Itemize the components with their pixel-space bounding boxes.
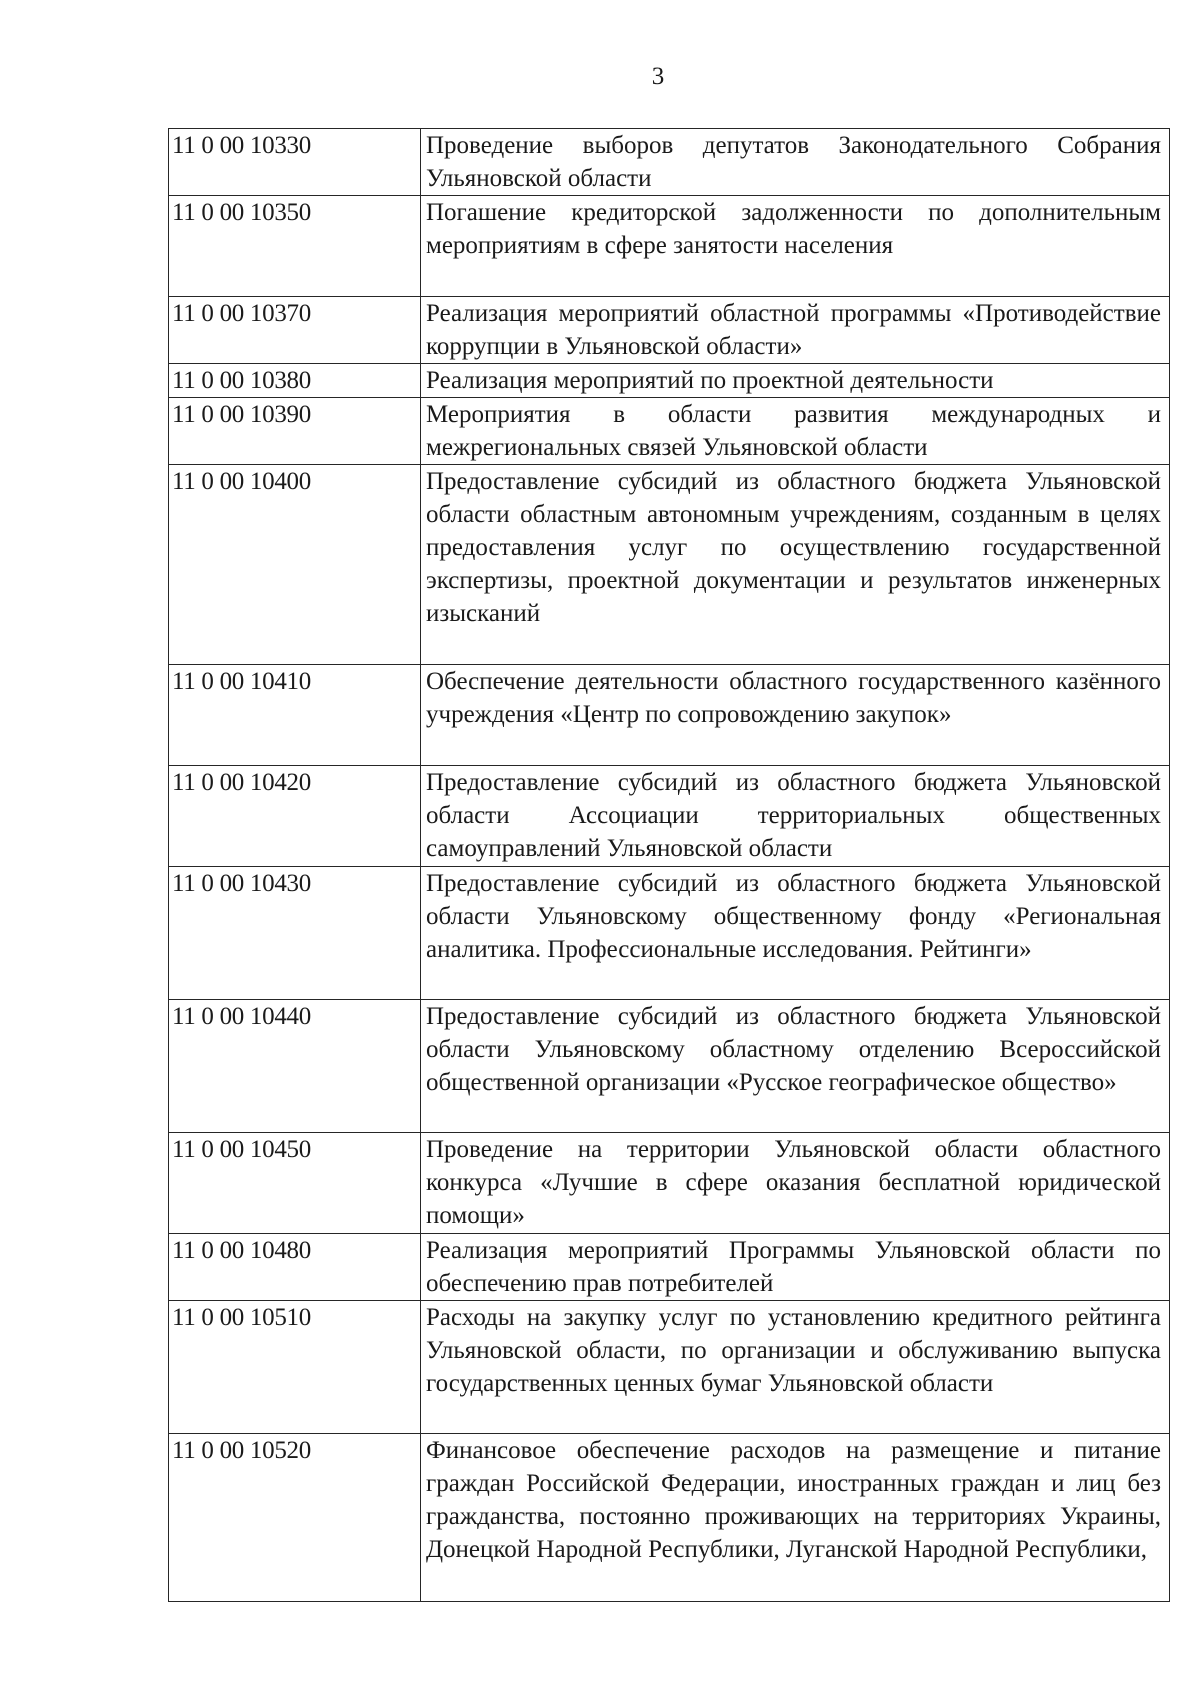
table-row xyxy=(169,465,1170,665)
row-description: Финансовое обеспечение расходов на размещение и питание граждан Российской Федерации, иностранных граждан и лиц без гражданства, постоянно проживающих на территориях Украины, Донецкой Народной Республики, Луганской Народной Республики, xyxy=(421,1434,1170,1602)
row-description: Предоставление субсидий из областного бюджета Ульяновской области Ульяновскому общественному фонду «Региональная аналитика. Профессиональные исследования. Рейтинги» xyxy=(421,867,1170,1000)
row-description: Реализация мероприятий областной программы «Противодействие коррупции в Ульяновской области» xyxy=(421,297,1170,364)
row-code: 11 0 00 10510 xyxy=(169,1301,421,1434)
row-description: Обеспечение деятельности областного государственного казённого учреждения «Центр по сопровождению закупок» xyxy=(421,665,1170,766)
row-description: Предоставление субсидий из областного бюджета Ульяновской области Ассоциации территориальных общественных самоуправлений Ульяновской области xyxy=(421,766,1170,867)
row-description: Мероприятия в области развития международных и межрегиональных связей Ульяновской области xyxy=(421,398,1170,465)
row-code: 11 0 00 10480 xyxy=(169,1234,421,1301)
row-description: Расходы на закупку услуг по установлению кредитного рейтинга Ульяновской области, по организации и обслуживанию выпуска государственных ценных бумаг Ульяновской области xyxy=(421,1301,1170,1434)
row-code: 11 0 00 10450 xyxy=(169,1133,421,1234)
row-code: 11 0 00 10400 xyxy=(169,465,421,665)
table-row xyxy=(169,1133,1170,1234)
row-code: 11 0 00 10440 xyxy=(169,1000,421,1133)
row-code: 11 0 00 10430 xyxy=(169,867,421,1000)
row-description: Предоставление субсидий из областного бюджета Ульяновской области областным автономным учреждениям, созданным в целях предоставления услуг по осуществлению государственной экспертизы, проектной документации и результатов инженерных изысканий xyxy=(421,465,1170,665)
table-row xyxy=(169,398,1170,465)
row-code: 11 0 00 10370 xyxy=(169,297,421,364)
table-row xyxy=(169,196,1170,297)
row-description: Погашение кредиторской задолженности по дополнительным мероприятиям в сфере занятости населения xyxy=(421,196,1170,297)
page-number: 3 xyxy=(651,63,665,90)
budget-classification-table xyxy=(168,128,1170,1602)
row-code: 11 0 00 10380 xyxy=(169,364,421,398)
row-description: Реализация мероприятий Программы Ульяновской области по обеспечению прав потребителей xyxy=(421,1234,1170,1301)
table-row xyxy=(169,1000,1170,1133)
row-description: Реализация мероприятий по проектной деятельности xyxy=(421,364,1170,398)
table-row xyxy=(169,1434,1170,1602)
table-row xyxy=(169,867,1170,1000)
row-code: 11 0 00 10420 xyxy=(169,766,421,867)
row-code: 11 0 00 10410 xyxy=(169,665,421,766)
table-row xyxy=(169,129,1170,196)
row-description: Проведение выборов депутатов Законодательного Собрания Ульяновской области xyxy=(421,129,1170,196)
row-code: 11 0 00 10390 xyxy=(169,398,421,465)
table-row xyxy=(169,297,1170,364)
table-body xyxy=(169,129,1170,1602)
row-code: 11 0 00 10330 xyxy=(169,129,421,196)
table-row xyxy=(169,364,1170,398)
table-row xyxy=(169,766,1170,867)
row-description: Проведение на территории Ульяновской области областного конкурса «Лучшие в сфере оказания бесплатной юридической помощи» xyxy=(421,1133,1170,1234)
table-row xyxy=(169,665,1170,766)
row-code: 11 0 00 10350 xyxy=(169,196,421,297)
table-row xyxy=(169,1234,1170,1301)
row-description: Предоставление субсидий из областного бюджета Ульяновской области Ульяновскому областному отделению Всероссийской общественной организации «Русское географическое общество» xyxy=(421,1000,1170,1133)
table-row xyxy=(169,1301,1170,1434)
row-code: 11 0 00 10520 xyxy=(169,1434,421,1602)
